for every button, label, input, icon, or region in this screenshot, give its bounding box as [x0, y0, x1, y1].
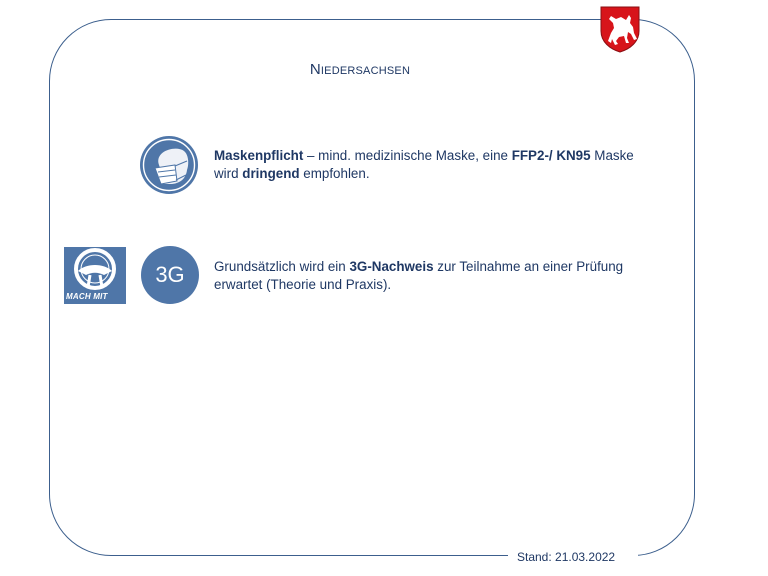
3g-nachweis-bold: 3G-Nachweis: [349, 259, 434, 274]
3g-badge-text: 3G: [155, 262, 185, 287]
mask-label: Maskenpflicht: [214, 148, 304, 163]
text-fragment: zur Teilnahme an einer Prüfung erwartet (Theorie und Praxis).: [214, 259, 624, 292]
mask-requirement-text: [214, 147, 654, 183]
text-fragment: empfohlen.: [299, 166, 370, 181]
text-fragment: – mind. medizinische Maske, eine: [303, 148, 512, 163]
face-mask-icon: [139, 135, 199, 195]
steering-wheel-mach-mit-logo: [64, 247, 126, 304]
niedersachsen-crest-icon: [599, 5, 641, 53]
mask-type-bold: FFP2-/ KN95: [511, 148, 591, 163]
3g-badge: [141, 246, 199, 304]
steering-wheel-icon: [64, 247, 126, 293]
page-title: Niedersachsen: [309, 61, 411, 78]
text-fragment: Maske wird: [214, 148, 634, 181]
stand-date: Stand: 21.03.2022: [517, 550, 616, 564]
mach-mit-label: MACH MIT: [66, 292, 108, 301]
text-fragment: Grundsätzlich wird ein: [214, 259, 350, 274]
3g-requirement-text: [214, 258, 654, 294]
dringend-bold: dringend: [242, 166, 300, 181]
